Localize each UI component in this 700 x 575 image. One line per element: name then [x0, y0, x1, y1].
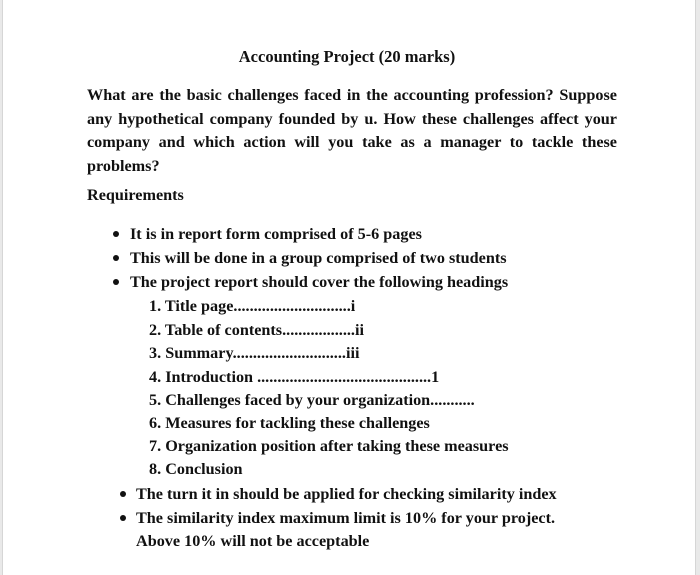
bullet-icon	[113, 231, 119, 237]
bullet-icon	[113, 279, 119, 285]
requirement-bullet: It is in report form comprised of 5-6 pages	[130, 225, 422, 243]
question-paragraph: What are the basic challenges faced in the accounting profession? Suppose any hypothetical company founded by u. How these challenges affect your company and which action will you take as a manager to tackle these problems?	[87, 86, 617, 175]
heading-item: 3. Summary............................iii	[149, 344, 360, 362]
heading-item: 4. Introduction ...........................................1	[149, 368, 440, 386]
bullet-icon	[120, 515, 126, 521]
requirement-bullet: The turn it in should be applied for checking similarity index	[136, 485, 557, 503]
page-title: Accounting Project (20 marks)	[238, 47, 456, 66]
requirement-bullet: The project report should cover the following headings	[130, 273, 509, 291]
final-line: Above 10% will not be acceptable	[136, 532, 370, 550]
heading-item: 8. Conclusion	[149, 460, 243, 478]
heading-item: 7. Organization position after taking these measures	[149, 437, 509, 455]
heading-item: 6. Measures for tackling these challenges	[149, 414, 430, 432]
requirement-bullet: This will be done in a group comprised of two students	[130, 249, 507, 267]
bullet-icon	[120, 491, 126, 497]
document-page	[2, 0, 696, 575]
heading-item: 2. Table of contents..................ii	[149, 321, 364, 339]
requirement-bullet: The similarity index maximum limit is 10% for your project.	[136, 509, 556, 527]
bullet-icon	[113, 255, 119, 261]
heading-item: 1. Title page.............................i	[149, 297, 356, 315]
heading-item: 5. Challenges faced by your organization...........	[149, 391, 475, 409]
requirements-heading: Requirements	[87, 186, 184, 204]
